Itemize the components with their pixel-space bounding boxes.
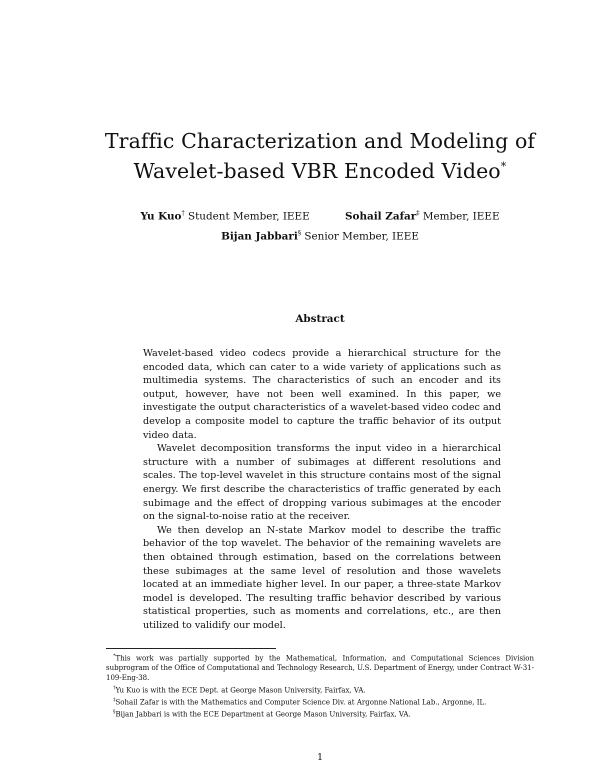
- abstract-paragraph-3: We then develop an N-state Markov model to describe the traffic behavior of the top wavelet. The behavior of the remaining wavelets are then obtained through estimation, based on the correlations between these subimages at the same level of resolution and those wavelets located at an immediate higher level. In our paper, a three-state Markov model is developed. The resulting traffic behavior described by various statistical properties, such as moments and correlations, etc., are then utilized to validify our model.: [143, 524, 501, 631]
- abstract-heading: Abstract: [295, 313, 345, 325]
- page-number: 1: [316, 752, 324, 763]
- author-name: Bijan Jabbari: [221, 230, 298, 243]
- title-footnote-mark: *: [500, 160, 507, 173]
- author-affiliation: Student Member, IEEE: [188, 210, 310, 223]
- author-name: Yu Kuo: [140, 210, 182, 223]
- author-affiliation: Senior Member, IEEE: [304, 230, 419, 243]
- footnote-jabbari: [106, 708, 534, 720]
- author-row-2: [60, 225, 580, 245]
- footnote-text: Yu Kuo is with the ECE Dept. at George Mason University, Fairfax, VA.: [115, 685, 366, 694]
- abstract-body: [143, 347, 501, 632]
- abstract-paragraph-2: Wavelet decomposition transforms the input video in a hierarchical structure with a number of subimages at different resolutions and scales. The top-level wavelet in this structure contains most of the signal energy. We first describe the characteristics of traffic generated by each subimage and the effect of dropping various subimages at the encoder on the signal-to-noise ratio at the receiver.: [143, 443, 501, 523]
- footnote-rule: [106, 648, 276, 649]
- footnote-text: Sohail Zafar is with the Mathematics and Computer Science Div. at Argonne National Lab., Argonne, IL.: [115, 698, 487, 707]
- title-line-1: Traffic Characterization and Modeling of: [104, 129, 536, 153]
- footnote-text: Bijan Jabbari is with the ECE Department at George Mason University, Fairfax, VA.: [115, 710, 411, 719]
- author-jabbari: [221, 225, 419, 245]
- author-name: Sohail Zafar: [345, 210, 417, 223]
- footnote-funding: [106, 652, 534, 683]
- author-affiliation: Member, IEEE: [422, 210, 500, 223]
- abstract-paragraph-1: Wavelet-based video codecs provide a hierarchical structure for the encoded data, which can cater to a wide variety of applications such as multimedia systems. The characteristics of such an encoder and its output, however, have not been well examined. In this paper, we investigate the output characteristics of a wavelet-based video codec and develop a composite model to capture the traffic behavior of its output video data.: [143, 348, 501, 441]
- author-mark: †: [181, 209, 185, 217]
- footnote-mark: *: [113, 653, 116, 659]
- footnote-zafar: [106, 696, 534, 708]
- footnote-mark: ‡: [113, 697, 116, 704]
- footnote-text: This work was partially supported by the Mathematical, Information, and Computational Sciences Division subprogram of the Office of Computational and Technology Research, U.S. Department of Energy, under Contract W-31-109-Eng-38.: [106, 654, 534, 682]
- footnotes: [106, 652, 534, 721]
- author-zafar: [345, 205, 500, 225]
- footnote-mark: §: [113, 709, 116, 716]
- author-kuo: [140, 205, 309, 225]
- title-line-2: [60, 154, 580, 184]
- author-mark: §: [297, 229, 302, 238]
- paper-title: [60, 128, 580, 184]
- title-line-2-text: Wavelet-based VBR Encoded Video: [133, 158, 501, 183]
- footnote-mark: †: [113, 684, 116, 691]
- author-mark: ‡: [416, 209, 420, 217]
- author-row-1: [60, 205, 580, 225]
- footnote-kuo: [106, 684, 534, 696]
- author-block: [60, 205, 580, 246]
